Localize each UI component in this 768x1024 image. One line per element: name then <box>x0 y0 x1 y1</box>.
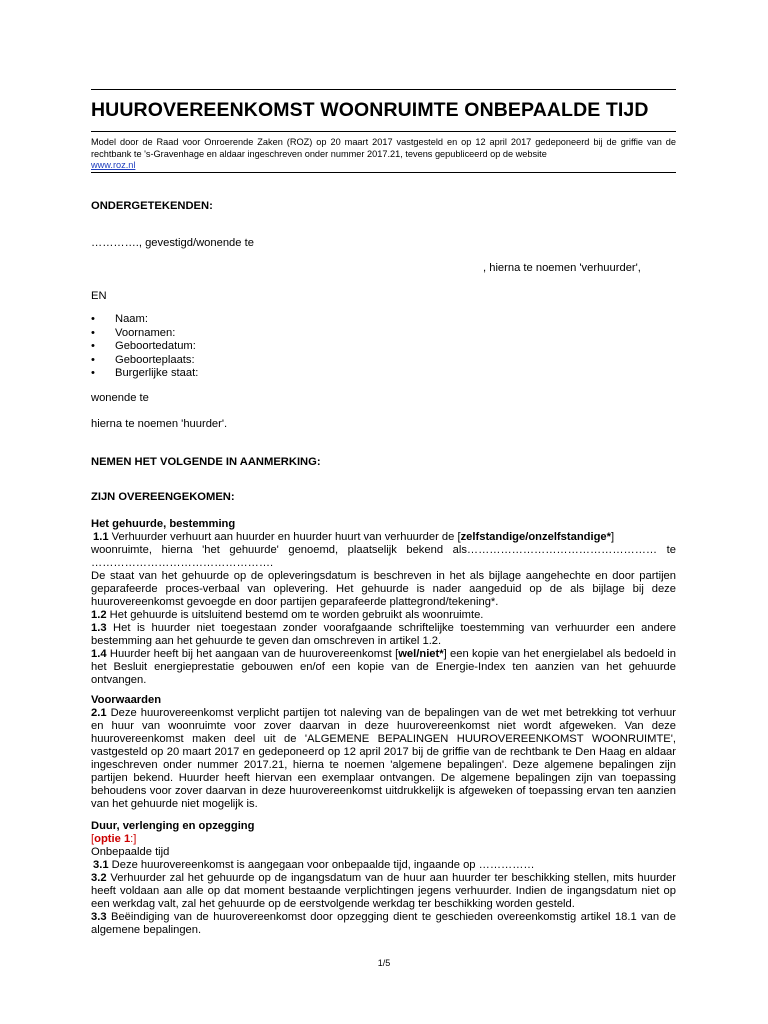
clause-text: ] een kopie van het energielabel als bedoeld in het Besluit energieprestatie gebouwen en/of een kopie van de Energie-Index ten aanzien van het gehuurde ontvangen. <box>91 648 676 686</box>
option-bracket: [ <box>91 833 95 845</box>
list-item <box>91 354 198 368</box>
clause-number: 3.3 <box>91 911 107 923</box>
section-1 <box>91 518 676 687</box>
clause-number: 1.4 <box>91 648 107 660</box>
clause-1-2 <box>91 609 676 622</box>
state-text: De staat van het gehuurde op de opleveringsdatum is beschreven in het als bijlage aangehechte en door partijen geparafeerde proces-verbaal van oplevering. Het gehuurde is nader aangeduid op de als bijlage bij deze huurovereenkomst gevoegde en door partijen geparafeerde plattegrond/tekening*. <box>91 570 676 608</box>
clause-1-1-line3: …………………………………………. <box>91 557 274 569</box>
clause-1-4 <box>91 648 676 687</box>
top-rule <box>91 89 676 90</box>
bullet-icon: • <box>91 367 95 379</box>
section-3-subheading: Onbepaalde tijd <box>91 846 170 858</box>
clause-text: Het gehuurde is uitsluitend bestemd om te worden gebruikt als woonruimte. <box>106 609 484 621</box>
tenant-field-first-names: Voornamen: <box>115 326 176 339</box>
undersigned-heading: ONDERGETEKENDEN: <box>91 200 213 212</box>
consider-heading: NEMEN HET VOLGENDE IN AANMERKING: <box>91 456 321 468</box>
section-2-heading: Voorwaarden <box>91 694 162 706</box>
clause-1-1 <box>91 531 676 544</box>
section-3-heading: Duur, verlenging en opzegging <box>91 820 255 832</box>
clause-3-3 <box>91 911 676 937</box>
clause-text: Deze huurovereenkomst is aangegaan voor onbepaalde tijd, ingaande op …………… <box>108 859 535 871</box>
clause-number: 1.1 <box>93 531 109 543</box>
title-rule <box>91 131 676 132</box>
roz-website-link[interactable]: www.roz.nl <box>91 160 136 170</box>
clause-text: ] <box>611 531 615 543</box>
bullet-icon: • <box>91 353 95 366</box>
tenant-fields-list <box>91 313 198 381</box>
tenant-field-name: Naam: <box>115 313 148 325</box>
clause-number: 3.1 <box>93 859 109 871</box>
clause-option: zelfstandige/onzelfstandige* <box>460 531 612 543</box>
model-notice <box>91 137 676 172</box>
bullet-icon: • <box>91 326 95 339</box>
clause-2-1 <box>91 707 676 811</box>
clause-text: Deze huurovereenkomst verplicht partijen tot naleving van de bepalingen van de wet met betrekking tot verhuur en huur van woonruimte voor zover daarvan in deze huurovereenkomst niet wordt afgeweken. Van deze huurovereenkomst maken deel uit de 'ALGEMENE BEPALINGEN HUUROVEREENKOMST WOONRUIMTE', vastgesteld op 20 maart 2017 en gedeponeerd op 12 april 2017 bij de griffie van de rechtbank te Den Haag en aldaar ingeschreven onder nummer 2017.21, hierna te noemen 'algemene bepalingen'. Deze algemene bepalingen zijn partijen bekend. Huurder heeft hiervan een exemplaar ontvangen. De algemene bepalingen zijn van toepassing behoudens voor zover daarvan in deze huurovereenkomst uitdrukkelijk is afgeweken of toepassing ervan ten aanzien van het gehuurde niet mogelijk is. <box>91 707 676 810</box>
and-text: EN <box>91 290 107 302</box>
clause-1-1-line2: woonruimte, hierna 'het gehuurde' genoemd, plaatselijk bekend als…………………………………………… te <box>91 544 676 556</box>
list-item <box>91 367 198 381</box>
model-text: Model door de Raad voor Onroerende Zaken (ROZ) op 20 maart 2017 vastgesteld en op 12 april 2017 gedeponeerd bij de griffie van de rechtbank te 's-Gravenhage en aldaar ingeschreven onder nummer 2017.21, tevens gepubliceerd op de website <box>91 137 676 159</box>
section-1-heading: Het gehuurde, bestemming <box>91 518 236 530</box>
document-title: HUUROVEREENKOMST WOONRUIMTE ONBEPAALDE TIJD <box>91 99 649 121</box>
clause-3-1 <box>91 859 676 872</box>
option-text: optie 1 <box>94 833 131 845</box>
clause-number: 3.2 <box>91 872 107 884</box>
option-label <box>91 833 676 846</box>
list-item <box>91 327 198 341</box>
landlord-named: , hierna te noemen 'verhuurder', <box>483 262 641 274</box>
clause-number: 1.3 <box>91 622 107 634</box>
clause-3-2 <box>91 872 676 911</box>
tenant-field-birthplace: Geboorteplaats: <box>115 353 195 366</box>
bullet-icon: • <box>91 340 95 352</box>
bullet-icon: • <box>91 313 95 325</box>
option-bracket: :] <box>130 833 137 845</box>
agreed-heading: ZIJN OVEREENGEKOMEN: <box>91 491 235 503</box>
clause-number: 2.1 <box>91 707 107 719</box>
page-number: 1/5 <box>377 958 391 968</box>
list-item <box>91 340 198 354</box>
clause-number: 1.2 <box>91 609 107 621</box>
tenant-field-birthdate: Geboortedatum: <box>115 340 196 352</box>
clause-option: wel/niet* <box>398 648 444 660</box>
clause-text: Verhuurder verhuurt aan huurder en huurder huurt van verhuurder de [ <box>108 531 461 543</box>
clause-1-3 <box>91 622 676 648</box>
list-item <box>91 313 198 327</box>
clause-text: Het is huurder niet toegestaan zonder voorafgaande schriftelijke toestemming van verhuurder een andere bestemming aan het gehuurde te geven dan omschreven in artikel 1.2. <box>91 622 676 647</box>
residing-text: wonende te <box>91 392 149 404</box>
clause-text: Beëindiging van de huurovereenkomst door opzegging dient te geschieden overeenkomstig artikel 18.1 van de algemene bepalingen. <box>91 911 676 936</box>
model-rule <box>91 172 676 173</box>
clause-text: Verhuurder zal het gehuurde op de ingangsdatum van de huur aan huurder ter beschikking stellen, mits huurder heeft voldaan aan alle op dat moment bestaande verplichtingen jegens verhuurder. Indien de ingangsdatum niet op een werkdag valt, zal het gehuurde op de eerstvolgende werkdag ter beschikking worden gesteld. <box>91 872 676 910</box>
landlord-line: …………., gevestigd/wonende te <box>91 237 254 249</box>
clause-text: Huurder heeft bij het aangaan van de huurovereenkomst [ <box>106 648 399 660</box>
section-3 <box>91 820 676 937</box>
tenant-field-marital-status: Burgerlijke staat: <box>115 367 199 379</box>
tenant-named: hierna te noemen 'huurder'. <box>91 418 228 430</box>
section-2 <box>91 694 676 811</box>
